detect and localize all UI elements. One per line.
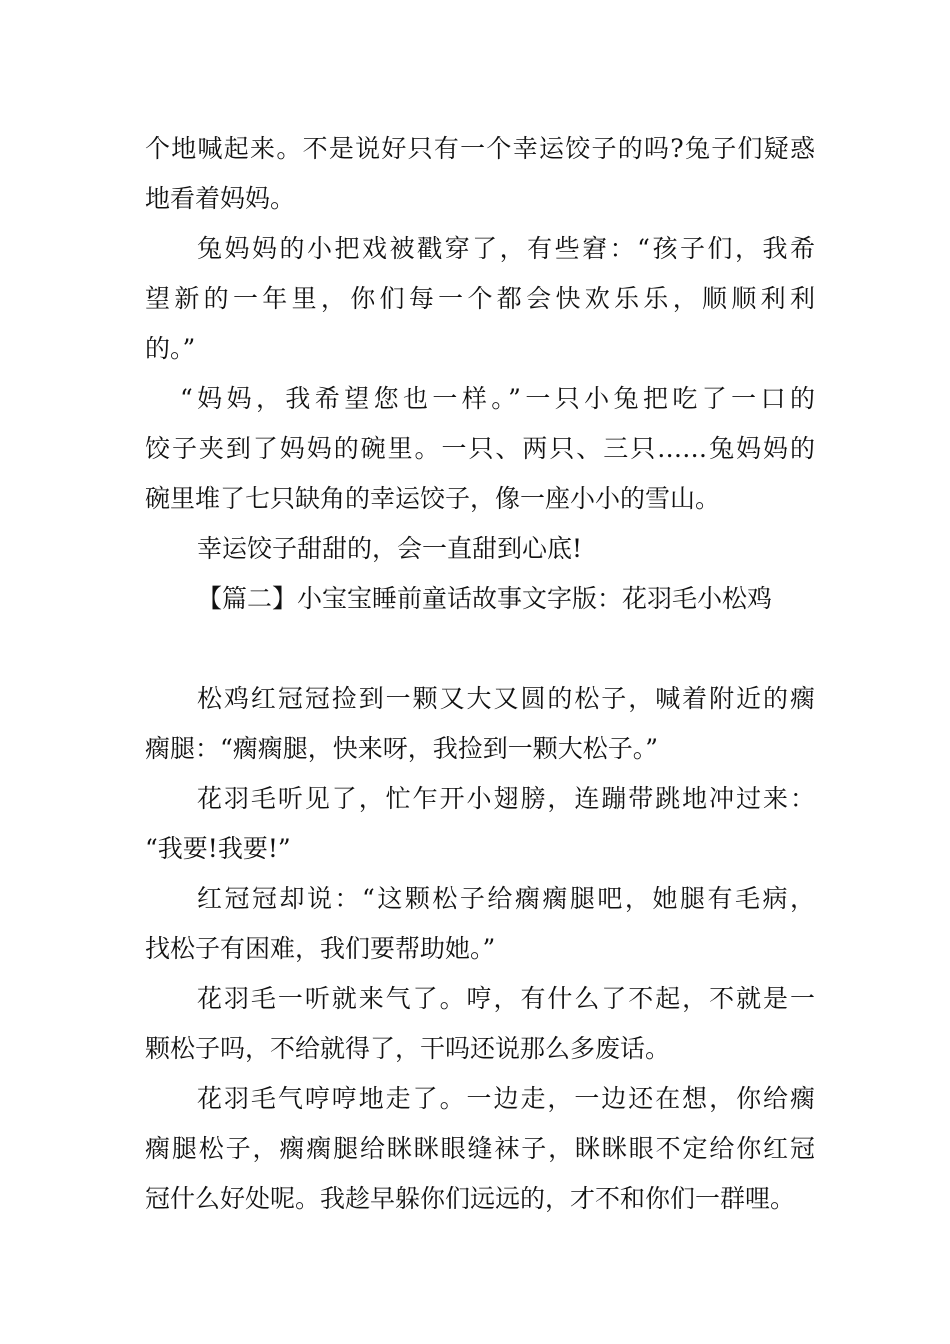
paragraph-line: “妈妈，我希望您也一样。”一只小兔把吃了一口的 xyxy=(180,384,815,413)
paragraph-line: 瘸腿：“瘸瘸腿，快来呀，我捡到一颗大松子。” xyxy=(145,734,659,763)
paragraph-line: 红冠冠却说：“这颗松子给瘸瘸腿吧，她腿有毛病， xyxy=(197,884,815,913)
paragraph-line: 瘸腿松子，瘸瘸腿给眯眯眼缝袜子，眯眯眼不定给你红冠 xyxy=(145,1134,815,1163)
paragraph-line: 松鸡红冠冠捡到一颗又大又圆的松子，喊着附近的瘸 xyxy=(197,684,815,713)
paragraph-line: 碗里堆了七只缺角的幸运饺子，像一座小小的雪山。 xyxy=(145,484,721,513)
paragraph-line: 花羽毛一听就来气了。哼，有什么了不起，不就是一 xyxy=(197,984,815,1013)
section-heading: 【篇二】小宝宝睡前童话故事文字版：花羽毛小松鸡 xyxy=(197,584,773,613)
paragraph-line: 望新的一年里，你们每一个都会快欢乐乐，顺顺利利 xyxy=(145,284,815,313)
paragraph-line: 颗松子吗，不给就得了，干吗还说那么多废话。 xyxy=(145,1034,671,1063)
paragraph-line: “我要!我要!” xyxy=(145,834,291,863)
paragraph-line: 找松子有困难，我们要帮助她。” xyxy=(145,934,496,963)
paragraph-line: 幸运饺子甜甜的，会一直甜到心底! xyxy=(197,534,583,563)
paragraph-line: 冠什么好处呢。我趁早躲你们远远的，才不和你们一群哩。 xyxy=(145,1184,796,1213)
paragraph-line: 饺子夹到了妈妈的碗里。一只、两只、三只……兔妈妈的 xyxy=(145,434,815,463)
paragraph-line: 的。” xyxy=(145,334,196,363)
paragraph-line: 花羽毛气哼哼地走了。一边走，一边还在想，你给瘸 xyxy=(197,1084,815,1113)
paragraph-line: 花羽毛听见了，忙乍开小翅膀，连蹦带跳地冲过来： xyxy=(197,784,815,813)
paragraph-line: 兔妈妈的小把戏被戳穿了，有些窘：“孩子们，我希 xyxy=(197,234,815,263)
paragraph-line: 地看着妈妈。 xyxy=(145,184,296,213)
paragraph-line: 个地喊起来。不是说好只有一个幸运饺子的吗?兔子们疑惑 xyxy=(145,134,815,163)
